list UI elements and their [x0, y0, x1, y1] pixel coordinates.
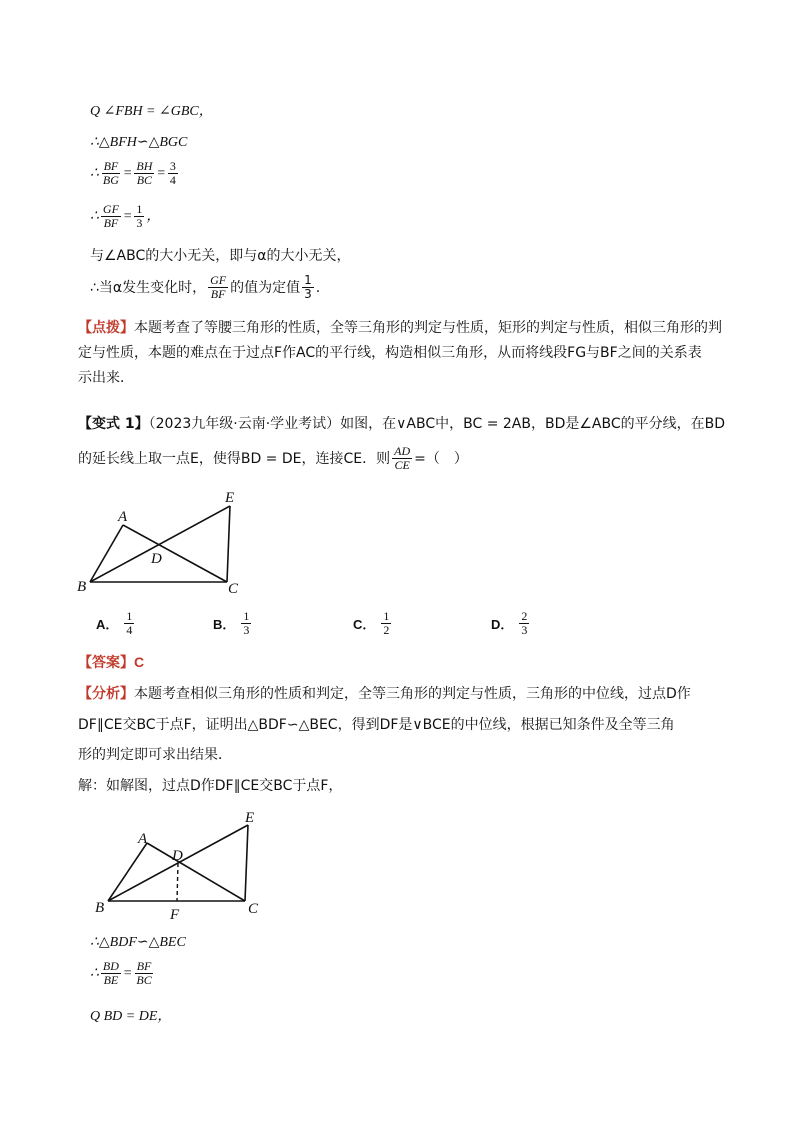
option-d-num: 2	[521, 609, 528, 623]
dianbo-text-1: 本题考查了等腰三角形的性质，全等三角形的判定与性质，矩形的判定与性质，相似三角形的判	[134, 320, 722, 336]
proof-line-angle: Q ∠FBH = ∠GBC，	[90, 104, 213, 119]
segment-be	[90, 506, 230, 582]
fraction-three-four: $\frac{3}{4}$	[169, 159, 176, 187]
option-c[interactable]	[353, 610, 393, 637]
therefore-symbol: ∴	[90, 208, 99, 224]
option-b-label: B．	[213, 617, 236, 632]
fraction-gf-bf-2: $\frac{GF}{BF}$	[210, 273, 227, 301]
fraction-gf-bf: $\frac{GF}{BF}$	[102, 202, 119, 230]
fraction-bh-bc: $\frac{BH}{BC}$	[136, 159, 153, 187]
segment-df-dashed	[177, 863, 178, 901]
label-f-2: F	[170, 907, 180, 923]
proof-line-similar: ∴△BFH∽△BGC	[90, 135, 188, 150]
analysis-line-1	[78, 687, 691, 701]
proof-line-independent: 与∠ABC的大小无关，即与α的大小无关，	[90, 248, 351, 264]
label-e-2: E	[245, 810, 255, 826]
label-a: A	[118, 509, 128, 525]
segment-ec-2	[245, 825, 248, 901]
conclusion-middle: 的值为定值	[230, 279, 301, 296]
option-a[interactable]	[96, 610, 136, 637]
proof-line-result	[90, 203, 160, 230]
tail-line-equal: Q BD = DE，	[90, 1009, 172, 1024]
dianbo-line-3: 示出来．	[78, 370, 134, 386]
label-e: E	[225, 490, 235, 506]
segment-ec	[227, 506, 230, 582]
proof-line-conclusion	[90, 274, 320, 301]
option-b[interactable]	[213, 610, 253, 637]
equals-sign: =	[122, 208, 133, 224]
option-d[interactable]	[491, 610, 531, 637]
label-b: B	[77, 579, 87, 595]
option-c-den: 2	[383, 623, 390, 637]
segment-ac	[123, 525, 227, 582]
fraction-bd-be: $\frac{BD}{BE}$	[102, 959, 119, 987]
conclusion-prefix: ∴当α发生变化时，	[90, 279, 207, 296]
answer-line	[78, 654, 144, 670]
answer-tag: 【答案】	[78, 655, 134, 671]
figure-1-triangle	[70, 485, 270, 600]
label-d: D	[151, 551, 162, 567]
label-c: C	[228, 581, 239, 597]
label-b-2: B	[95, 900, 105, 916]
label-c-2: C	[248, 901, 259, 917]
option-c-num: 1	[383, 609, 390, 623]
fraction-bf-bc: $\frac{BF}{BC}$	[136, 959, 152, 987]
option-b-num: 1	[243, 609, 250, 623]
dianbo-tag: 【点拨】	[78, 320, 134, 336]
fraction-one-three-2: $\frac{1}{3}$	[304, 273, 312, 301]
comma: ，	[146, 208, 161, 224]
option-a-num: 1	[126, 609, 133, 623]
fraction-ad-ce: $\frac{AD}{CE}$	[394, 444, 411, 472]
variant-line-1	[78, 417, 725, 431]
variant-choice-bracket: =（ ）	[414, 450, 468, 467]
variant-text-2: 的延长线上取一点E，使得BD = DE，连接CE．则	[78, 450, 391, 467]
tail-line-ratio	[90, 960, 156, 987]
label-d-2: D	[172, 848, 183, 864]
option-b-den: 3	[243, 623, 250, 637]
period: .	[315, 279, 321, 296]
answer-value: C	[134, 654, 145, 670]
option-d-label: D．	[491, 617, 514, 632]
equals-sign: =	[122, 165, 133, 181]
variant-tag: 【变式 1】	[78, 416, 149, 432]
fraction-bf-bg: $\frac{BF}{BG}$	[102, 159, 119, 187]
variant-text-1: （2023九年级·云南·学业考试）如图，在∨ABC中，BC = 2AB，BD是∠ABC的平分线，在BD	[148, 416, 725, 432]
equals-sign: =	[156, 165, 166, 181]
proof-line-ratio	[90, 160, 180, 187]
segment-ba-2	[108, 843, 147, 901]
option-c-label: C．	[353, 617, 376, 632]
option-a-den: 4	[126, 623, 133, 637]
tail-line-similar: ∴△BDF∽△BEC	[90, 935, 186, 950]
analysis-text-1: 本题考查相似三角形的性质和判定，全等三角形的判定与性质，三角形的中位线，过点D作	[134, 686, 691, 702]
option-d-den: 3	[521, 623, 528, 637]
variant-line-2	[78, 445, 468, 472]
dianbo-line-1	[78, 321, 722, 335]
analysis-tag: 【分析】	[78, 686, 134, 702]
analysis-line-3: 形的判定即可求出结果．	[78, 747, 232, 763]
figure-2-triangle	[88, 805, 278, 925]
equals-sign: =	[122, 965, 133, 981]
option-a-label: A．	[96, 617, 119, 632]
solution-line-1: 解：如解图，过点D作DF∥CE交BC于点F，	[78, 778, 343, 794]
label-a-2: A	[138, 831, 148, 847]
therefore-symbol: ∴	[90, 165, 99, 181]
dianbo-line-2: 定与性质，本题的难点在于过点F作AC的平行线，构造相似三角形，从而将线段FG与BF之间的关系表	[78, 345, 702, 361]
analysis-line-2: DF∥CE交BC于点F，证明出△BDF∽△BEC，得到DF是∨BCE的中位线，根据已知条件及全等三角	[78, 717, 675, 733]
fraction-one-three: $\frac{1}{3}$	[136, 202, 143, 230]
therefore-symbol: ∴	[90, 965, 99, 981]
